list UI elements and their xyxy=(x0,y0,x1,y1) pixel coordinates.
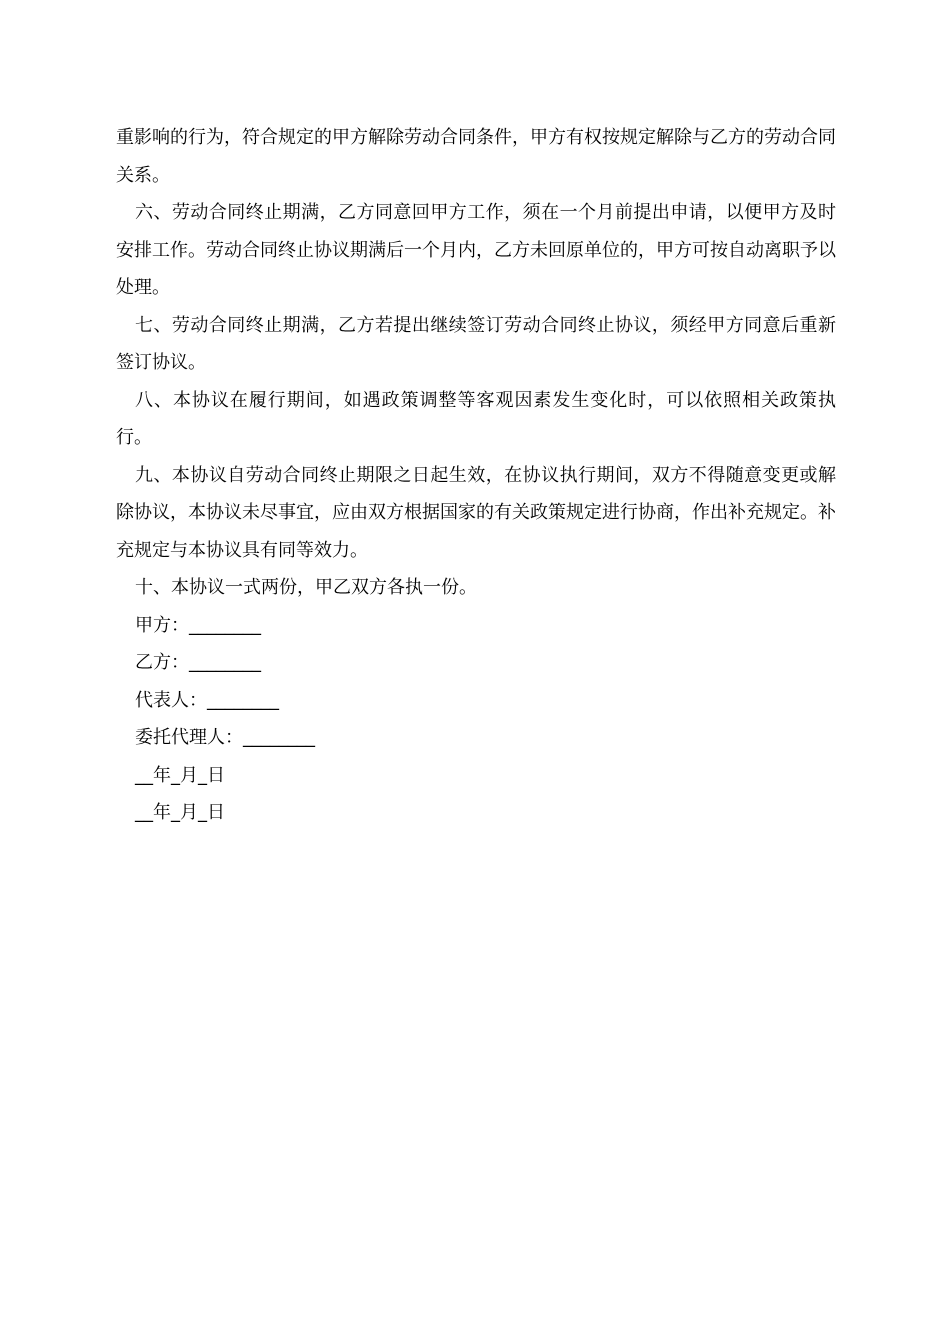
paragraph-clause-7: 七、劳动合同终止期满，乙方若提出继续签订劳动合同终止协议，须经甲方同意后重新签订协议。 xyxy=(116,314,836,373)
signature-date-1: __年_月_日 xyxy=(135,764,225,786)
paragraph-clause-8: 八、本协议在履行期间，如遇政策调整等客观因素发生变化时，可以依照相关政策执行。 xyxy=(116,389,836,448)
document-body xyxy=(116,119,836,832)
signature-party-a: 甲方：________ xyxy=(135,614,261,636)
paragraph-clause-6: 六、劳动合同终止期满，乙方同意回甲方工作，须在一个月前提出申请，以便甲方及时安排工作。劳动合同终止协议期满后一个月内，乙方未回原单位的，甲方可按自动离职予以处理。 xyxy=(116,202,836,298)
signature-date-2: __年_月_日 xyxy=(135,802,225,823)
signature-agent: 委托代理人：________ xyxy=(135,727,315,748)
paragraph-continuation: 重影响的行为，符合规定的甲方解除劳动合同条件，甲方有权按规定解除与乙方的劳动合同关系。 xyxy=(116,127,836,186)
signature-party-b: 乙方：________ xyxy=(135,652,261,673)
paragraph-clause-9: 九、本协议自劳动合同终止期限之日起生效，在协议执行期间，双方不得随意变更或解除协议，本协议未尽事宜，应由双方根据国家的有关政策规定进行协商，作出补充规定。补充规定与本协议具有同等效力。 xyxy=(116,464,836,561)
paragraph-clause-10: 十、本协议一式两份，甲乙双方各执一份。 xyxy=(135,577,477,598)
signature-representative: 代表人：________ xyxy=(135,689,279,711)
